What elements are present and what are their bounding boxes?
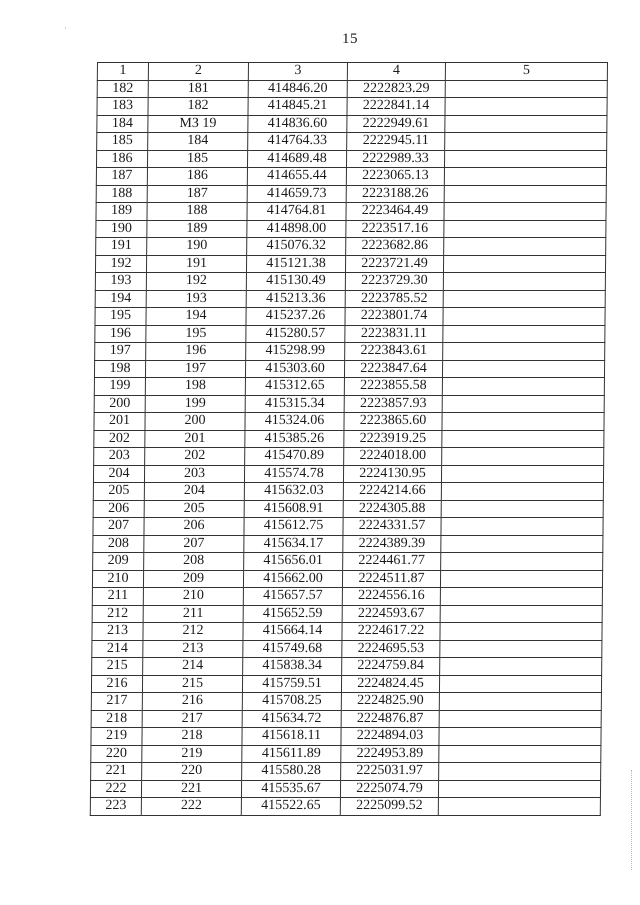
prev-point-cell: 201 [145,430,245,448]
note-cell [442,360,604,378]
note-cell [438,780,600,798]
page-number: 15 [342,31,358,47]
prev-point-cell: 202 [145,448,245,466]
column-header: 5 [445,63,607,81]
table-row [94,395,604,413]
table-row [96,238,606,256]
prev-point-cell: 209 [143,570,243,588]
y-coordinate-cell: 2224894.03 [341,728,439,746]
note-cell [441,465,603,483]
prev-point-cell: 195 [146,325,246,343]
table-row [93,465,603,483]
coordinates-table [90,62,608,816]
prev-point-cell: 189 [147,220,247,238]
table-row [93,518,603,536]
x-coordinate-cell: 415749.68 [243,640,342,658]
y-coordinate-cell: 2223831.11 [345,325,443,343]
table-row [94,413,604,431]
note-cell [440,605,602,623]
prev-point-cell: 217 [142,710,242,728]
x-coordinate-cell: 415298.99 [246,343,345,361]
x-coordinate-cell: 415612.75 [244,518,343,536]
point-number-cell: 184 [97,115,148,133]
prev-point-cell: 192 [146,273,246,291]
prev-point-cell: 207 [144,535,244,553]
note-cell [443,290,605,308]
note-cell [445,115,607,133]
point-number-cell: 216 [91,675,142,693]
y-coordinate-cell: 2223865.60 [344,413,442,431]
table-row [92,658,602,676]
point-number-cell: 209 [93,553,144,571]
x-coordinate-cell: 415632.03 [244,483,343,501]
x-coordinate-cell: 414846.20 [248,80,347,98]
prev-point-cell: 204 [144,483,244,501]
y-coordinate-cell: 2224305.88 [343,500,441,518]
x-coordinate-cell: 415303.60 [245,360,344,378]
x-coordinate-cell: 415213.36 [246,290,345,308]
x-coordinate-cell: 415522.65 [241,798,340,816]
note-cell [443,255,605,273]
table-row [97,133,607,151]
point-number-cell: 185 [97,133,148,151]
y-coordinate-cell: 2224461.77 [343,553,441,571]
note-cell [439,728,601,746]
x-coordinate-cell: 415611.89 [242,745,341,763]
y-coordinate-cell: 2222949.61 [347,115,445,133]
y-coordinate-cell: 2224389.39 [343,535,441,553]
y-coordinate-cell: 2224018.00 [344,448,442,466]
y-coordinate-cell: 2223464.49 [346,203,444,221]
x-coordinate-cell: 415708.25 [242,693,341,711]
point-number-cell: 193 [95,273,146,291]
note-cell [440,588,602,606]
point-number-cell: 212 [92,605,143,623]
prev-point-cell: 196 [146,343,246,361]
table-row [92,640,602,658]
prev-point-cell: 185 [147,150,247,168]
table-row [93,483,603,501]
y-coordinate-cell: 2224556.16 [342,588,440,606]
point-number-cell: 191 [96,238,147,256]
x-coordinate-cell: 415312.65 [245,378,344,396]
point-number-cell: 198 [94,360,145,378]
prev-point-cell: 214 [143,658,243,676]
y-coordinate-cell: 2224511.87 [342,570,440,588]
prev-point-cell: 181 [148,80,248,98]
point-number-cell: 192 [95,255,146,273]
table-header-row [97,63,607,81]
y-coordinate-cell: 2224825.90 [341,693,439,711]
scan-margin-artifact [631,770,634,870]
note-cell [442,378,604,396]
table-row [91,763,601,781]
note-cell [442,413,604,431]
y-coordinate-cell: 2222989.33 [346,150,444,168]
x-coordinate-cell: 415580.28 [242,763,341,781]
point-number-cell: 200 [94,395,145,413]
table-row [95,255,605,273]
y-coordinate-cell: 2224331.57 [343,518,441,536]
x-coordinate-cell: 415838.34 [243,658,342,676]
note-cell [440,570,602,588]
x-coordinate-cell: 414764.33 [248,133,347,151]
point-number-cell: 186 [96,150,147,168]
point-number-cell: 190 [96,220,147,238]
column-header: 1 [97,63,148,81]
point-number-cell: 218 [91,710,142,728]
note-cell [439,745,601,763]
note-cell [439,710,601,728]
prev-point-cell: 200 [145,413,245,431]
note-cell [444,238,606,256]
point-number-cell: 219 [91,728,142,746]
point-number-cell: 214 [92,640,143,658]
point-number-cell: 196 [95,325,146,343]
prev-point-cell: 210 [143,588,243,606]
point-number-cell: 220 [91,745,142,763]
prev-point-cell: 187 [147,185,247,203]
y-coordinate-cell: 2223785.52 [345,290,443,308]
prev-point-cell: 193 [146,290,246,308]
note-cell [441,483,603,501]
prev-point-cell: 194 [146,308,246,326]
point-number-cell: 194 [95,290,146,308]
y-coordinate-cell: 2222841.14 [347,98,445,116]
x-coordinate-cell: 415657.57 [243,588,342,606]
x-coordinate-cell: 415324.06 [245,413,344,431]
note-cell [444,168,606,186]
x-coordinate-cell: 414689.48 [247,150,346,168]
note-cell [441,518,603,536]
note-cell [442,395,604,413]
table-row [93,535,603,553]
prev-point-cell: 216 [142,693,242,711]
y-coordinate-cell: 2223517.16 [346,220,444,238]
point-number-cell: 204 [93,465,144,483]
y-coordinate-cell: 2223801.74 [345,308,443,326]
x-coordinate-cell: 415574.78 [244,465,343,483]
table-row [91,745,601,763]
note-cell [441,535,603,553]
prev-point-cell: 188 [147,203,247,221]
point-number-cell: 183 [97,98,148,116]
point-number-cell: 215 [92,658,143,676]
point-number-cell: 208 [93,535,144,553]
table-row [95,308,605,326]
prev-point-cell: 211 [143,605,243,623]
point-number-cell: 211 [92,588,143,606]
y-coordinate-cell: 2225074.79 [340,780,438,798]
note-cell [442,430,604,448]
x-coordinate-cell: 415634.17 [244,535,343,553]
y-coordinate-cell: 2223188.26 [346,185,444,203]
point-number-cell: 223 [90,798,141,816]
table-row [92,605,602,623]
note-cell [440,640,602,658]
note-cell [445,80,607,98]
note-cell [439,693,601,711]
table-row [91,710,601,728]
note-cell [444,185,606,203]
point-number-cell: 197 [95,343,146,361]
x-coordinate-cell: 415535.67 [241,780,340,798]
y-coordinate-cell: 2224759.84 [342,658,440,676]
y-coordinate-cell: 2223065.13 [346,168,444,186]
prev-point-cell: 205 [144,500,244,518]
note-cell [444,203,606,221]
x-coordinate-cell: 415385.26 [245,430,344,448]
note-cell [440,658,602,676]
y-coordinate-cell: 2225031.97 [341,763,439,781]
table-row [93,553,603,571]
table-row [96,150,606,168]
point-number-cell: 221 [91,763,142,781]
table-row [97,115,607,133]
x-coordinate-cell: 415280.57 [246,325,345,343]
prev-point-cell: 215 [142,675,242,693]
y-coordinate-cell: 2222823.29 [347,80,445,98]
table-row [91,675,601,693]
x-coordinate-cell: 415656.01 [244,553,343,571]
column-header: 3 [248,63,347,81]
note-cell [439,763,601,781]
x-coordinate-cell: 414764.81 [247,203,346,221]
prev-point-cell: 190 [147,238,247,256]
x-coordinate-cell: 415121.38 [246,255,345,273]
x-coordinate-cell: 414898.00 [247,220,346,238]
prev-point-cell: 199 [145,395,245,413]
x-coordinate-cell: 415634.72 [242,710,341,728]
x-coordinate-cell: 415618.11 [242,728,341,746]
note-cell [444,220,606,238]
table-body [90,80,607,815]
table-row [96,185,606,203]
prev-point-cell: 182 [148,98,248,116]
point-number-cell: 187 [96,168,147,186]
x-coordinate-cell: 415470.89 [245,448,344,466]
point-number-cell: 222 [90,780,141,798]
note-cell [443,343,605,361]
y-coordinate-cell: 2223682.86 [346,238,444,256]
point-number-cell: 199 [94,378,145,396]
prev-point-cell: 206 [144,518,244,536]
prev-point-cell: 220 [142,763,242,781]
note-cell [440,623,602,641]
point-number-cell: 207 [93,518,144,536]
x-coordinate-cell: 414836.60 [248,115,347,133]
note-cell [441,553,603,571]
point-number-cell: 202 [94,430,145,448]
y-coordinate-cell: 2224214.66 [343,483,441,501]
table-row [97,80,607,98]
y-coordinate-cell: 2224695.53 [342,640,440,658]
prev-point-cell: 212 [143,623,243,641]
point-number-cell: 195 [95,308,146,326]
coordinates-table-container [0,62,640,842]
scan-speck: · [64,24,67,33]
prev-point-cell: 218 [142,728,242,746]
x-coordinate-cell: 415076.32 [247,238,346,256]
point-number-cell: 206 [93,500,144,518]
point-number-cell: 189 [96,203,147,221]
prev-point-cell: 208 [144,553,244,571]
table-row [91,693,601,711]
note-cell [443,325,605,343]
y-coordinate-cell: 2223855.58 [344,378,442,396]
note-cell [442,448,604,466]
table-row [92,588,602,606]
prev-point-cell: МЗ 19 [148,115,248,133]
note-cell [441,500,603,518]
note-cell [439,675,601,693]
x-coordinate-cell: 415608.91 [244,500,343,518]
y-coordinate-cell: 2223919.25 [344,430,442,448]
y-coordinate-cell: 2224593.67 [342,605,440,623]
note-cell [438,798,600,816]
table-row [90,798,600,816]
point-number-cell: 217 [91,693,142,711]
note-cell [444,150,606,168]
prev-point-cell: 191 [146,255,246,273]
y-coordinate-cell: 2223857.93 [344,395,442,413]
y-coordinate-cell: 2223843.61 [345,343,443,361]
table-row [96,203,606,221]
x-coordinate-cell: 415759.51 [242,675,341,693]
point-number-cell: 182 [97,80,148,98]
note-cell [445,98,607,116]
prev-point-cell: 197 [145,360,245,378]
prev-point-cell: 222 [141,798,241,816]
prev-point-cell: 186 [147,168,247,186]
table-row [90,780,600,798]
x-coordinate-cell: 415662.00 [243,570,342,588]
y-coordinate-cell: 2223729.30 [345,273,443,291]
x-coordinate-cell: 415315.34 [245,395,344,413]
table-row [92,570,602,588]
table-row [94,448,604,466]
column-header: 2 [148,63,248,81]
table-row [93,500,603,518]
x-coordinate-cell: 414845.21 [248,98,347,116]
point-number-cell: 213 [92,623,143,641]
x-coordinate-cell: 414659.73 [247,185,346,203]
table-row [94,430,604,448]
point-number-cell: 201 [94,413,145,431]
prev-point-cell: 221 [141,780,241,798]
prev-point-cell: 184 [148,133,248,151]
prev-point-cell: 213 [143,640,243,658]
table-row [95,290,605,308]
table-row [95,273,605,291]
x-coordinate-cell: 415130.49 [246,273,345,291]
y-coordinate-cell: 2224824.45 [341,675,439,693]
y-coordinate-cell: 2222945.11 [347,133,445,151]
prev-point-cell: 198 [145,378,245,396]
y-coordinate-cell: 2225099.52 [340,798,438,816]
point-number-cell: 188 [96,185,147,203]
column-header: 4 [347,63,445,81]
note-cell [443,273,605,291]
table-row [94,378,604,396]
x-coordinate-cell: 415664.14 [243,623,342,641]
table-row [96,220,606,238]
point-number-cell: 205 [93,483,144,501]
point-number-cell: 203 [94,448,145,466]
note-cell [443,308,605,326]
x-coordinate-cell: 414655.44 [247,168,346,186]
table-row [95,325,605,343]
y-coordinate-cell: 2224617.22 [342,623,440,641]
table-row [91,728,601,746]
y-coordinate-cell: 2223721.49 [345,255,443,273]
x-coordinate-cell: 415237.26 [246,308,345,326]
table-row [95,343,605,361]
prev-point-cell: 203 [144,465,244,483]
prev-point-cell: 219 [142,745,242,763]
y-coordinate-cell: 2223847.64 [344,360,442,378]
table-row [97,98,607,116]
y-coordinate-cell: 2224130.95 [343,465,441,483]
table-row [94,360,604,378]
y-coordinate-cell: 2224953.89 [341,745,439,763]
table-row [96,168,606,186]
x-coordinate-cell: 415652.59 [243,605,342,623]
y-coordinate-cell: 2224876.87 [341,710,439,728]
point-number-cell: 210 [92,570,143,588]
table-row [92,623,602,641]
note-cell [445,133,607,151]
